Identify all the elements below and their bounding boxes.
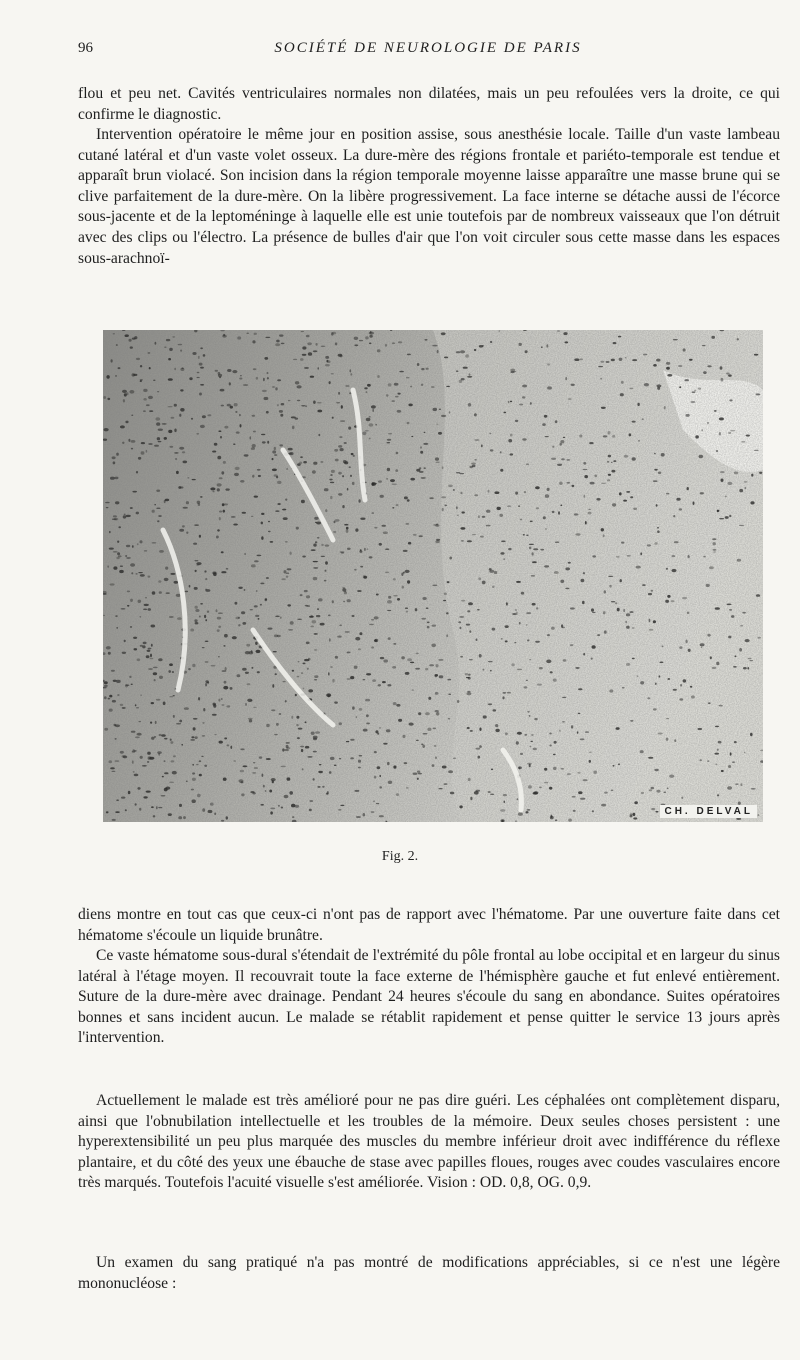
paragraph-current-state: Actuellement le malade est très amélioré pour ne pas dire guéri. Les céphalées ont complètement disparu, ainsi que l'obnubilation intellectuelle et les troubles de la mémoire. Deux seules choses persistent : une hyperextensibilité un peu plus marquée des muscles du membre inférieur droit avec indifférence du réflexe plantaire, et du côté des yeux une ébauche de stase avec papilles floues, rouges avec coudes vasculaires encore très marqués. Toutefois l'acuité visuelle s'est améliorée. Vision : OD. 0,8, OG. 0,9. bbox=[78, 1092, 780, 1192]
page-header bbox=[78, 40, 778, 62]
figure-histology bbox=[103, 330, 763, 822]
paragraph-ventricles: flou et peu net. Cavités ventriculaires normales non dilatées, mais un peu refoulées vers la droite, ce qui confirme le diagnostic. bbox=[78, 85, 780, 123]
paragraph-blood-exam: Un examen du sang pratiqué n'a pas montré de modifications appréciables, si ce n'est une légère mononucléose : bbox=[78, 1254, 780, 1292]
micrograph-image bbox=[103, 330, 763, 822]
figure-caption: Fig. 2. bbox=[381, 849, 419, 864]
running-title: SOCIÉTÉ DE NEUROLOGIE DE PARIS bbox=[274, 40, 582, 56]
paragraph-hematoma-extent: Ce vaste hématome sous-dural s'étendait de l'extrémité du pôle frontal au lobe occipital et en largeur du sinus latéral à l'étage moyen. Il recouvrait toute la face externe de l'hémisphère gauche et fut enlevé entièrement. Suture de la dure-mère avec drainage. Pendant 24 heures s'écoule du sang en abondance. Suites opératoires bonnes et sans incident aucun. Le malade se rétablit rapidement et pense quitter le service 13 jours après l'intervention. bbox=[78, 947, 780, 1047]
paragraph-intervention: Intervention opératoire le même jour en position assise, sous anesthésie locale. Taille d'un vaste lambeau cutané latéral et d'un vaste volet osseux. La dure-mère des régions frontale et pariéto-temporale est tendue et apparaît brun violacé. Son incision dans la région temporale moyenne laisse apparaître une masse brune qui se clive parfaitement de la dure-mère. On la libère progressivement. La face interne se détache aussi de l'écorce sous-jacente et de la leptoméninge à laquelle elle est unie toutefois par de nombreux vaisseaux que l'on détruit avec des clips ou l'électro. La présence de bulles d'air que l'on voit circuler sous cette masse dans les espaces sous-arachnoï- bbox=[78, 126, 780, 267]
paragraph-hematoma-opening: diens montre en tout cas que ceux-ci n'ont pas de rapport avec l'hématome. Par une ouverture faite dans cet hématome s'écoule un liquide brunâtre. bbox=[78, 906, 780, 944]
figure-credit: CH. DELVAL bbox=[660, 805, 757, 818]
page-number: 96 bbox=[78, 40, 93, 56]
